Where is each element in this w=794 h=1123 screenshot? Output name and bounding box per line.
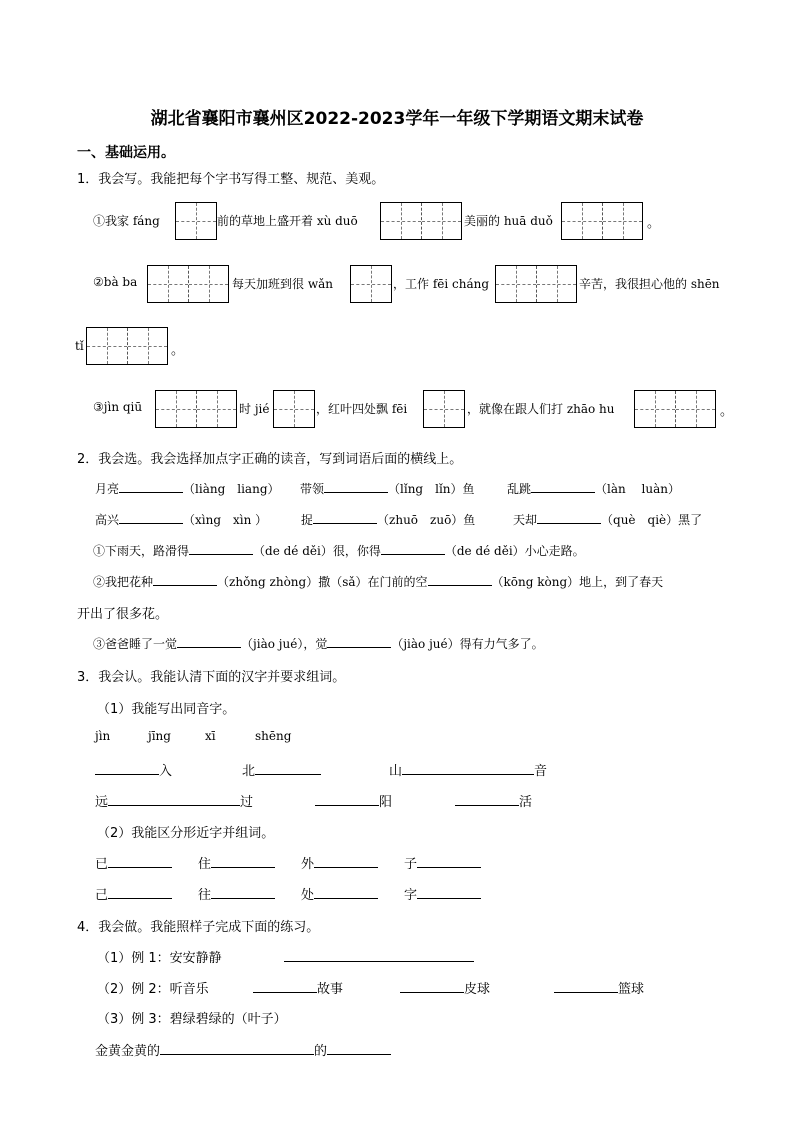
q1-line2-d: 辛苦，我很担心他的 shēn — [579, 277, 720, 291]
q3-prompt: 3．我会认。我能认清下面的汉字并要求组词。 — [77, 670, 346, 685]
q4-prompt: 4．我会做。我能照样子完成下面的练习。 — [77, 920, 320, 935]
q1-line3-b: 。 — [171, 343, 185, 358]
writing-grid[interactable] — [495, 265, 577, 303]
answer-blank[interactable] — [253, 979, 317, 993]
q4-example-3: （3）例 3：碧绿碧绿的（叶子） — [97, 1012, 287, 1027]
answer-blank[interactable] — [417, 854, 481, 868]
q4-exercise-3: 金黄金黄的 的 — [95, 1040, 391, 1059]
writing-grid[interactable] — [561, 202, 643, 240]
q2-row1-item — [95, 479, 280, 497]
answer-blank[interactable] — [119, 510, 183, 524]
section-heading: 一、基础运用。 — [77, 145, 175, 161]
word: 乱跳 — [507, 482, 532, 496]
q1-line2-b: 每天加班到很 wǎn — [232, 277, 333, 291]
q1-line4-e: 。 — [720, 404, 734, 419]
answer-blank[interactable] — [189, 541, 253, 555]
answer-blank[interactable] — [211, 854, 275, 868]
q3-item: 远 过 — [95, 791, 253, 810]
q3-item: 处 — [301, 884, 378, 903]
writing-grid[interactable] — [380, 202, 462, 240]
q1-line4-a: ③jìn qiū — [93, 400, 143, 414]
writing-grid[interactable] — [423, 390, 465, 428]
q3-item: 阳 — [315, 791, 392, 810]
answer-blank[interactable] — [160, 1041, 314, 1055]
q1-line1-b: 前的草地上盛开着 xù duō — [217, 214, 358, 228]
q1-line3-a: tǐ — [75, 339, 84, 353]
answer-blank[interactable] — [95, 761, 159, 775]
q3-item: 山 音 — [389, 760, 547, 779]
answer-blank[interactable] — [417, 885, 481, 899]
q4-item: 篮球 — [554, 978, 644, 997]
q2-sentence-2-cont: 开出了很多花。 — [77, 607, 169, 622]
q2-prompt: 2．我会选。我会选择加点字正确的读音，写到词语后面的横线上。 — [77, 452, 463, 467]
writing-grid[interactable] — [350, 265, 392, 303]
options: （làn luàn） — [595, 482, 681, 496]
answer-blank[interactable] — [153, 572, 217, 586]
word: 月亮 — [95, 482, 120, 496]
word: 捉 — [301, 513, 314, 527]
word: 天却 — [513, 513, 538, 527]
page-title: 湖北省襄阳市襄州区2022-2023学年一年级下学期语文期末试卷 — [150, 109, 644, 129]
q3-item: 外 — [301, 853, 378, 872]
q1-line1-d: 。 — [647, 216, 661, 231]
options: （lǐng lǐn）鱼 — [388, 482, 475, 496]
options: （què qiè）黑了 — [601, 513, 703, 527]
answer-blank[interactable] — [108, 885, 172, 899]
q3-item: 己 — [95, 884, 172, 903]
writing-grid[interactable] — [634, 390, 716, 428]
options: （zhuō zuō）鱼 — [377, 513, 476, 527]
answer-blank[interactable] — [324, 479, 388, 493]
q3-item: 字 — [404, 884, 481, 903]
q1-prompt: 1．我会写。我能把每个字书写得工整、规范、美观。 — [77, 172, 385, 187]
writing-grid[interactable] — [175, 202, 217, 240]
q2-row2-item — [513, 510, 702, 528]
q1-line2-c: ，工作 fēi cháng — [393, 277, 490, 291]
answer-blank[interactable] — [327, 1041, 391, 1055]
answer-blank[interactable] — [428, 572, 492, 586]
answer-blank[interactable] — [402, 761, 534, 775]
q1-line4-b: 时 jié — [239, 402, 270, 416]
answer-blank[interactable] — [455, 792, 519, 806]
pinyin-label: shēng — [255, 729, 292, 743]
q3-item: 子 — [404, 853, 481, 872]
answer-blank[interactable] — [313, 510, 377, 524]
q1-line1-a: ①我家 fáng — [93, 214, 160, 228]
pinyin-label: xī — [205, 729, 216, 743]
q2-row1-item — [507, 479, 680, 497]
writing-grid[interactable] — [86, 327, 168, 365]
q2-sentence-2: ②我把花种 （zhǒng zhòng）撒（sǎ）在门前的空 （kōng kòng）地上，到了春天 — [93, 572, 663, 590]
answer-blank[interactable] — [284, 948, 474, 962]
q3-item: 往 — [198, 884, 275, 903]
q3-sub2: （2）我能区分形近字并组词。 — [97, 826, 275, 841]
answer-blank[interactable] — [554, 979, 618, 993]
writing-grid[interactable] — [273, 390, 315, 428]
q4-example-1: （1）例 1：安安静静 — [97, 947, 474, 966]
answer-blank[interactable] — [400, 979, 464, 993]
q2-row2-item — [301, 510, 475, 528]
q1-line2-a: ②bà ba — [93, 275, 138, 289]
answer-blank[interactable] — [537, 510, 601, 524]
answer-blank[interactable] — [314, 854, 378, 868]
answer-blank[interactable] — [315, 792, 379, 806]
options: （liàng liang） — [183, 482, 280, 496]
word: 带领 — [300, 482, 325, 496]
word: 高兴 — [95, 513, 120, 527]
q3-sub1: （1）我能写出同音字。 — [97, 702, 236, 717]
answer-blank[interactable] — [119, 479, 183, 493]
q2-row2-item — [95, 510, 267, 528]
answer-blank[interactable] — [314, 885, 378, 899]
answer-blank[interactable] — [255, 761, 321, 775]
q4-example-2: （2）例 2：听音乐 — [97, 982, 209, 997]
answer-blank[interactable] — [177, 634, 241, 648]
answer-blank[interactable] — [327, 634, 391, 648]
q2-sentence-3: ③爸爸睡了一觉 （jiào jué），觉 （jiào jué）得有力气多了。 — [93, 634, 544, 652]
writing-grid[interactable] — [155, 390, 237, 428]
q3-item: 入 — [95, 760, 172, 779]
q3-item: 住 — [198, 853, 275, 872]
q3-item: 活 — [455, 791, 532, 810]
options: （xìng xìn ） — [183, 513, 268, 527]
q4-item: 故事 — [253, 978, 343, 997]
q2-row1-item — [300, 479, 475, 497]
answer-blank[interactable] — [108, 854, 172, 868]
answer-blank[interactable] — [211, 885, 275, 899]
q1-line1-c: 美丽的 huā duǒ — [464, 214, 553, 228]
q3-item: 已 — [95, 853, 172, 872]
writing-grid[interactable] — [147, 265, 229, 303]
q3-item: 北 — [242, 760, 321, 779]
pinyin-label: jìn — [95, 729, 111, 743]
answer-blank[interactable] — [108, 792, 240, 806]
q2-sentence-1: ①下雨天，路滑得 （de dé děi）很，你得 （de dé děi）小心走路。 — [93, 541, 585, 559]
q1-line4-c: ，红叶四处飘 fēi — [316, 402, 408, 416]
answer-blank[interactable] — [381, 541, 445, 555]
q4-item: 皮球 — [400, 978, 490, 997]
answer-blank[interactable] — [531, 479, 595, 493]
pinyin-label: jīng — [148, 729, 171, 743]
q1-line4-d: ，就像在跟人们打 zhāo hu — [467, 402, 615, 416]
